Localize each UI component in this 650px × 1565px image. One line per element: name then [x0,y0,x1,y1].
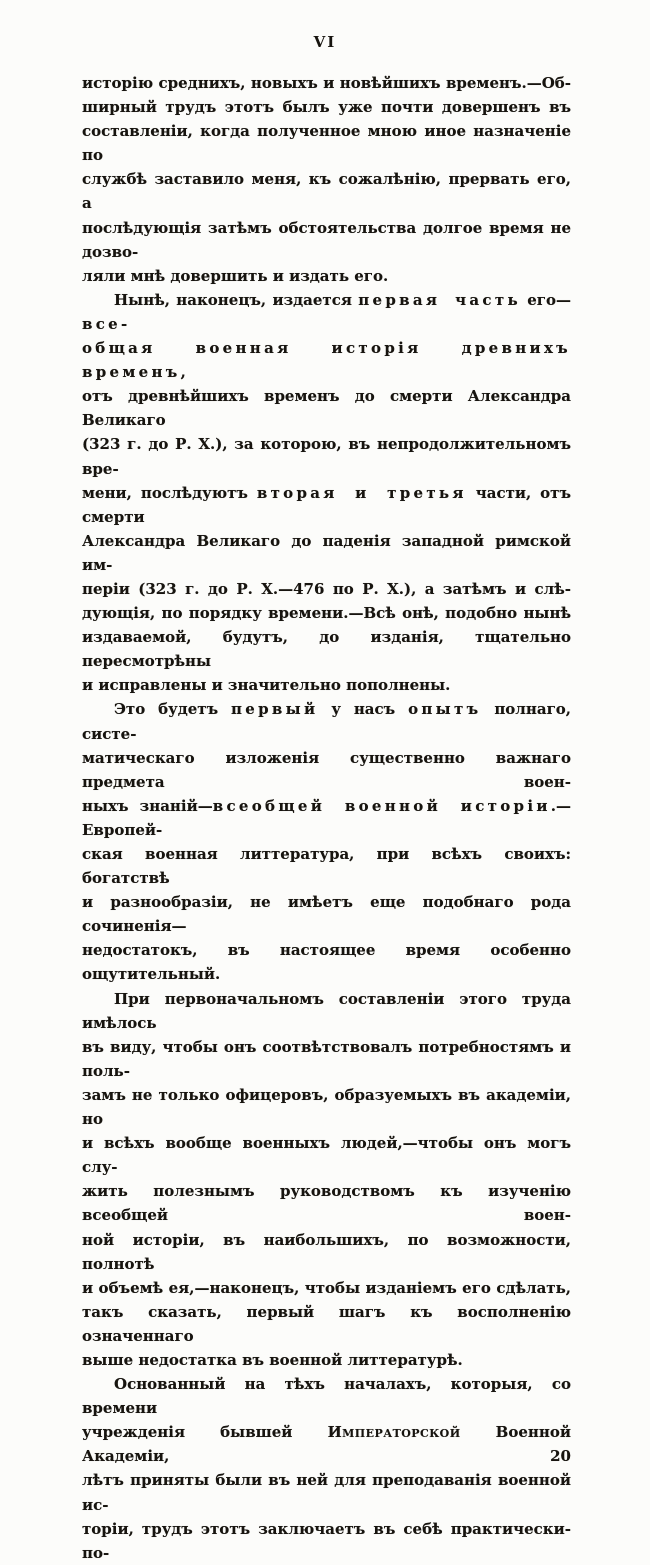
paragraph [82,987,571,1373]
text-line [82,794,571,842]
text-line: лѣтъ приняты были въ ней для преподаванія военной ис- [82,1471,571,1514]
text-line: Основанный на тѣхъ началахъ, которыя, со времени [82,1375,571,1418]
text-line: ляли мнѣ довершить и издать его. [82,266,389,285]
text-segment: ныхъ знаній— [82,796,213,815]
text-line: (323 г. до Р. Х.), за которою, въ непродолжительномъ вре- [82,435,571,478]
text-line: выше недостатка въ военной литтературѣ. [82,1350,463,1369]
text-line: и разнообразіи, не имѣетъ еще подобнаго рода сочиненія— [82,893,571,936]
text-line: недостатокъ, въ настоящее время особенно ощутительный. [82,941,571,984]
text-line [82,481,571,529]
text-segment: у насъ [318,700,409,719]
text-line: и исправлены и значительно пополнены. [82,676,451,695]
text-segment: полнаго, систе- [82,700,571,743]
emphasized-text: первый [231,700,319,719]
paragraph [82,697,571,986]
text-segment: Это будетъ [114,700,231,719]
text-segment: его— [520,290,571,309]
text-line: ская военная литтература, при всѣхъ своихъ: богатствѣ [82,845,571,888]
text-line: отъ древнѣйшихъ временъ до смерти Александра Великаго [82,387,571,430]
text-line: составленіи, когда полученное мною иное назначеніе по [82,122,571,165]
emphasized-text: все- [82,314,131,333]
text-segment: учрежденія бывшей [82,1423,328,1442]
text-segment: мени, послѣдуютъ [82,483,257,502]
emphasized-text: первая часть [358,290,521,309]
text-line: службѣ заставило меня, къ сожалѣнію, прервать его, а [82,170,571,213]
text-line: періи (323 г. до Р. Х.—476 по Р. Х.), а затѣмъ и слѣ- [82,579,571,598]
text-line [82,336,571,384]
text-line: При первоначальномъ составленіи этого труда имѣлось [82,989,571,1032]
emphasized-text: всеобщей военной исторіи [212,796,551,815]
smallcaps-text: Императорской [327,1423,461,1442]
text-line: ширный трудъ этотъ былъ уже почти довершенъ въ [82,98,571,117]
text-line: издаваемой, будутъ, до изданія, тщательно пересмотрѣны [82,628,571,671]
text-segment: Военной Академіи, 20 [82,1423,571,1466]
emphasized-text: общая военная исторія древнихъ временъ, [82,339,571,382]
paragraph [82,288,571,698]
page-text [82,71,571,1565]
emphasized-text: вторая и третья [256,483,467,502]
text-line: и всѣхъ вообще военныхъ людей,—чтобы онъ могъ слу- [82,1134,571,1177]
paragraph [82,1372,571,1565]
text-line [82,288,571,336]
paragraph [82,71,571,288]
text-line: такъ сказать, первый шагъ къ восполненію означеннаго [82,1302,571,1345]
page-number: VI [313,33,337,51]
text-line [82,697,571,745]
text-segment: части, отъ смерти [82,483,571,526]
text-line [82,1420,571,1468]
text-line: въ виду, чтобы онъ соотвѣтствовалъ потребностямъ и поль- [82,1037,571,1080]
text-line: Александра Великаго до паденія западной римской им- [82,531,571,574]
text-line: торіи, трудъ этотъ заключаетъ въ себѣ практически-по- [82,1519,571,1562]
emphasized-text: опытъ [408,700,482,719]
text-line: дующія, по порядку времени.—Всѣ онѣ, подобно нынѣ [82,604,571,623]
text-segment: Нынѣ, наконецъ, издается [114,290,359,309]
text-line: и объемѣ ея,—наконецъ, чтобы изданіемъ его сдѣлать, [82,1278,571,1297]
text-segment: .—Европей- [82,796,571,839]
text-line: матическаго изложенія существенно важнаго предмета воен- [82,748,571,791]
text-line: послѣдующія затѣмъ обстоятельства долгое время не дозво- [82,218,571,261]
text-line: исторію среднихъ, новыхъ и новѣйшихъ временъ.—Об- [82,74,571,92]
text-line: жить полезнымъ руководствомъ къ изученію всеобщей воен- [82,1182,571,1225]
text-line: ной исторіи, въ наибольшихъ, по возможности, полнотѣ [82,1230,571,1273]
text-line: замъ не только офицеровъ, образуемыхъ въ академіи, но [82,1085,571,1129]
